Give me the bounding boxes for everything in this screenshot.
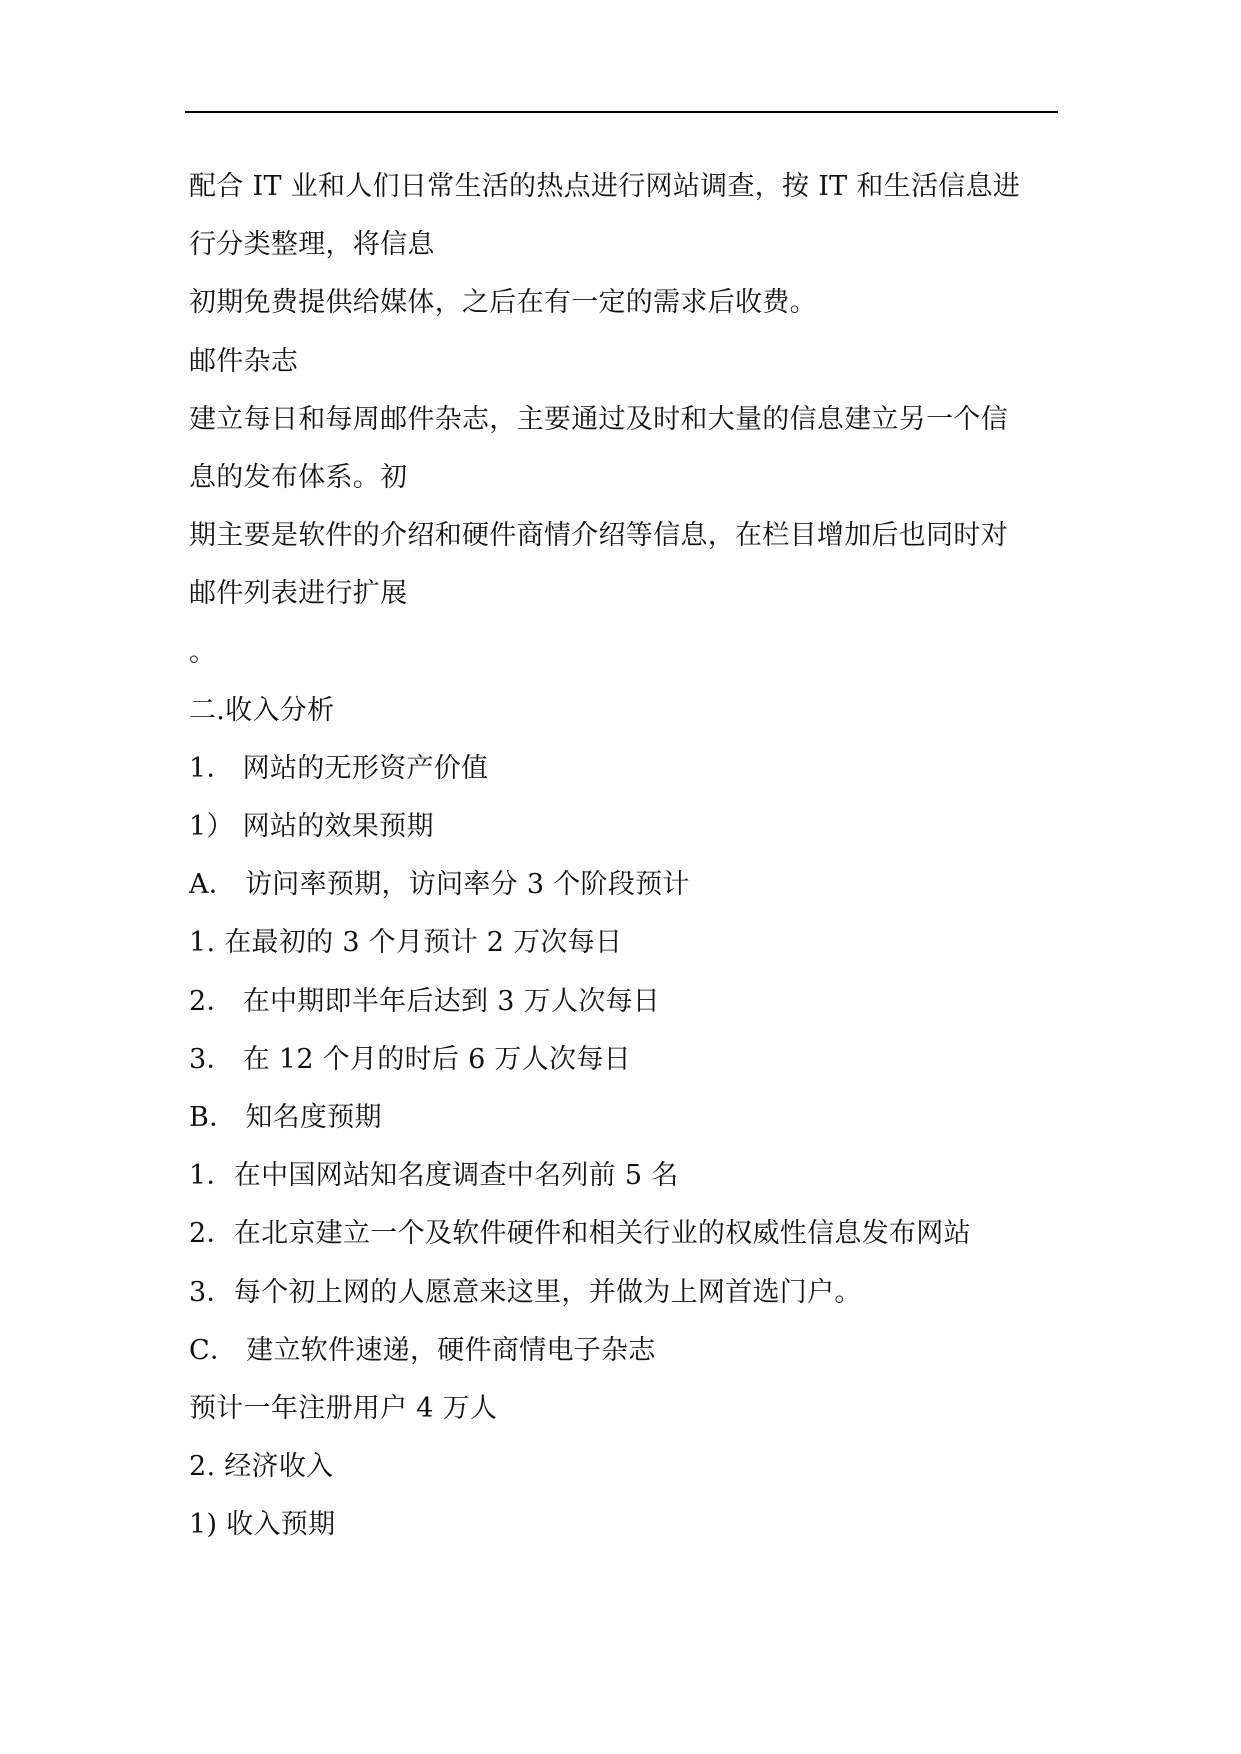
text-line: 配合 IT 业和人们日常生活的热点进行网站调查，按 IT 和生活信息进 — [189, 171, 1021, 202]
section-heading: 邮件杂志 — [189, 345, 299, 377]
text-line: 息的发布体系。初 — [189, 461, 408, 493]
list-item: 2．在北京建立一个及软件硬件和相关行业的权威性信息发布网站 — [189, 1218, 971, 1250]
text-line: 初期免费提供给媒体，之后在有一定的需求后收费。 — [189, 287, 817, 319]
text-line: 行分类整理，将信息 — [189, 229, 435, 261]
header-rule — [185, 111, 1058, 113]
list-item: 1) 收入预期 — [189, 1509, 336, 1541]
list-item: 1） 网站的效果预期 — [189, 811, 434, 843]
list-item: 3．每个初上网的人愿意来这里，并做为上网首选门户。 — [189, 1276, 862, 1308]
list-item: 1. 在最初的 3 个月预计 2 万次每日 — [189, 927, 623, 959]
list-item: A． 访问率预期，访问率分 3 个阶段预计 — [189, 869, 690, 901]
text-line: 。 — [189, 636, 217, 668]
list-item: 2. 经济收入 — [189, 1451, 334, 1483]
text-line: 期主要是软件的介绍和硬件商情介绍等信息，在栏目增加后也同时对 — [189, 520, 1008, 552]
list-item: 1． 网站的无形资产价值 — [189, 752, 489, 784]
section-heading: 二.收入分析 — [189, 694, 335, 726]
list-item: C． 建立软件速递，硬件商情电子杂志 — [189, 1334, 656, 1366]
list-item: 3． 在 12 个月的时后 6 万人次每日 — [189, 1043, 631, 1075]
list-item: 1．在中国网站知名度调查中名列前 5 名 — [189, 1160, 679, 1192]
list-item: 2． 在中期即半年后达到 3 万人次每日 — [189, 985, 661, 1017]
list-item: B． 知名度预期 — [189, 1102, 382, 1133]
text-line: 预计一年注册用户 4 万人 — [189, 1392, 498, 1424]
text-line: 建立每日和每周邮件杂志，主要通过及时和大量的信息建立另一个信 — [189, 403, 1008, 435]
text-line: 邮件列表进行扩展 — [189, 578, 408, 610]
body-text — [189, 158, 1059, 1555]
